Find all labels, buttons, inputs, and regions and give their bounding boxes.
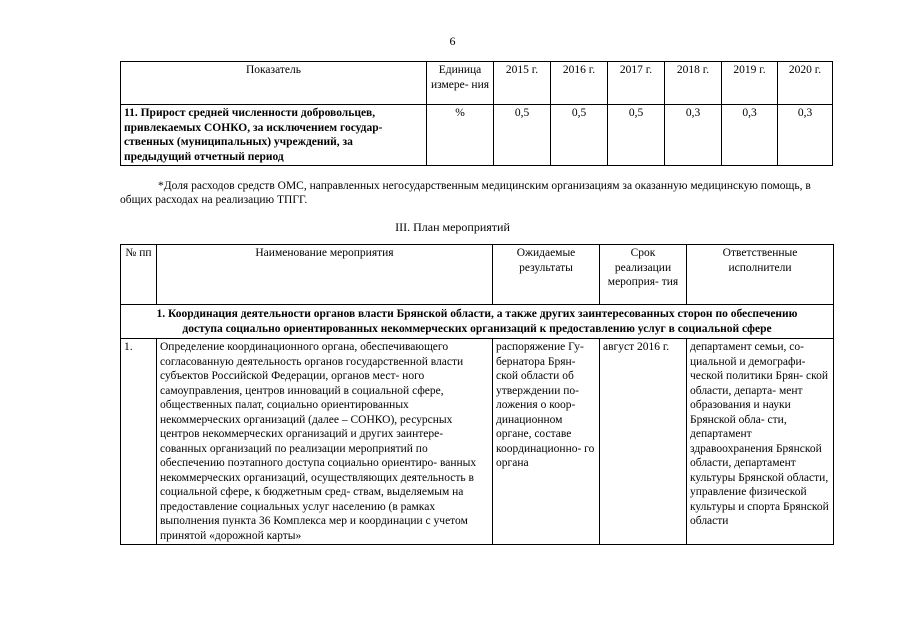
row-measure-name: Определение координационного органа, обеспечивающего согласованную деятельность органов государственной власти субъектов Российской Федерации, органов мест- ного самоуправления, центров инноваций в социальной сфере, общественных палат, социально ориентированных некоммерческих организаций (далее – СОНКО), ресурсных центров некоммерческих организаций и других заинтере- сованных организаций по реализации мероприятий по обеспечению поэтапного доступа социально ориентиро- ванных некоммерческих организаций, осуществляющих деятельность в социальной сфере, к бюджетным сред- ствам, выделяемым на предоставление социальных услуг населению (в рамках выполнения пункта 36 Комплекса мер и координации с учетом принятой «дорожной карты» (157, 339, 493, 545)
row-executors: департамент семьи, со- циальной и демографи- ческой политики Брян- ской области, департа- мент образования и науки Брянской обла- сти, департамент здравоохранения Брянской области, департамент культуры Брянской области, управление физической культуры и спорта Брянской области (687, 339, 834, 545)
section-heading: 1. Координация деятельности органов власти Брянской области, а также других заинтересованных сторон по обеспечению доступа социально ориентированных некоммерческих организаций к предоставлению услуг в социальной сфере (121, 305, 834, 339)
header-deadline: Срок реализации мероприя- тия (600, 245, 687, 305)
header-results: Ожидаемые результаты (493, 245, 600, 305)
indicator-table (120, 61, 833, 166)
row-result: распоряжение Гу- бернатора Брян- ской области об утверждении по- ложения о коор- динационном органе, составе координационно- го органа (493, 339, 600, 545)
value-2015: 0,5 (494, 105, 551, 166)
row-deadline: август 2016 г. (600, 339, 687, 545)
header-2015: 2015 г. (494, 62, 551, 105)
indicator-header-row (121, 62, 833, 105)
header-executors: Ответственные исполнители (687, 245, 834, 305)
page-number: 6 (449, 34, 456, 48)
header-2019: 2019 г. (722, 62, 778, 105)
plan-section-row (121, 305, 834, 339)
table-row (121, 339, 834, 545)
value-2017: 0,5 (608, 105, 665, 166)
plan-table (120, 244, 834, 545)
indicator-name: 11. Прирост средней численности добровольцев, привлекаемых СОНКО, за исключением государ- ственных (муниципальных) учреждений, за предыдущий отчетный период (121, 105, 427, 166)
footnote: *Доля расходов средств ОМС, направленных негосударственным медицинским организациям за оказанную медицинскую помощь, в общих расходах на реализацию ТПГГ. (120, 180, 811, 206)
plan-header-row (121, 245, 834, 305)
value-2020: 0,3 (778, 105, 833, 166)
header-2017: 2017 г. (608, 62, 665, 105)
header-2016: 2016 г. (551, 62, 608, 105)
header-indicator: Показатель (121, 62, 427, 105)
header-measure-name: Наименование мероприятия (157, 245, 493, 305)
header-number: № пп (121, 245, 157, 305)
value-2018: 0,3 (665, 105, 722, 166)
header-unit: Единица измере- ния (427, 62, 494, 105)
header-2020: 2020 г. (778, 62, 833, 105)
row-number: 1. (121, 339, 157, 545)
indicator-row (121, 105, 833, 166)
section-title: III. План мероприятий (395, 220, 510, 234)
value-2016: 0,5 (551, 105, 608, 166)
header-2018: 2018 г. (665, 62, 722, 105)
indicator-unit: % (427, 105, 494, 166)
value-2019: 0,3 (722, 105, 778, 166)
